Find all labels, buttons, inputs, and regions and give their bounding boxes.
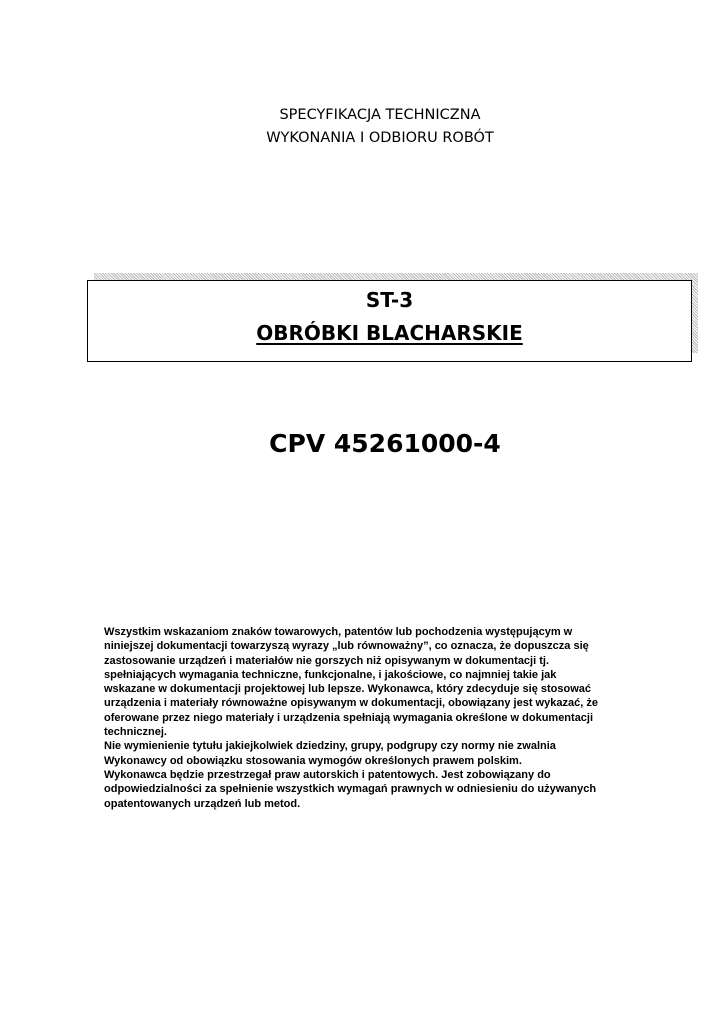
equivalence-note [104, 625, 664, 811]
note-line: Nie wymienienie tytułu jakiejkolwiek dziedziny, grupy, podgrupy czy normy nie zwalnia [104, 740, 556, 753]
note-line: spełniających wymagania techniczne, funkcjonalne, i jakościowe, co najmniej takie jak [104, 668, 557, 681]
header-line-1: SPECYFIKACJA TECHNICZNA [279, 107, 481, 123]
specification-title: OBRÓBKI BLACHARSKIE [256, 321, 523, 345]
document-header [0, 104, 724, 150]
note-line: technicznej. [104, 726, 167, 739]
note-line: wskazane w dokumentacji projektowej lub lepsze. Wykonawca, który zdecyduje się stosować [104, 683, 592, 696]
title-box [87, 280, 692, 362]
specification-code: ST-3 [365, 288, 414, 312]
note-line: zastosowanie urządzeń i materiałów nie gorszych niż opisywanym w dokumentacji tj. [104, 654, 549, 667]
note-line: Wykonawcy od obowiązku stosowania wymogów określonych prawem polskim. [104, 754, 522, 767]
note-line: urządzenia i materiały równoważne opisywanym w dokumentacji, obowiązany jest wykazać, że [104, 697, 598, 710]
note-line: oferowane przez niego materiały i urządzenia spełniają wymagania określone w dokumentacji [104, 711, 594, 724]
header-line-2: WYKONANIA I ODBIORU ROBÓT [266, 130, 494, 146]
cpv-code: CPV 45261000-4 [269, 429, 501, 458]
note-line: odpowiedzialności za spełnienie wszystkich wymagań prawnych w odniesieniu do używanych [104, 783, 597, 796]
note-line: opatentowanych urządzeń lub metod. [104, 797, 301, 810]
note-line: Wykonawca będzie przestrzegał praw autorskich i patentowych. Jest zobowiązany do [104, 768, 551, 781]
note-line: niniejszej dokumentacji towarzyszą wyrazy „lub równoważny”, co oznacza, że dopuszcza się [104, 640, 589, 653]
note-line: Wszystkim wskazaniom znaków towarowych, patentów lub pochodzenia występującym w [104, 626, 573, 638]
